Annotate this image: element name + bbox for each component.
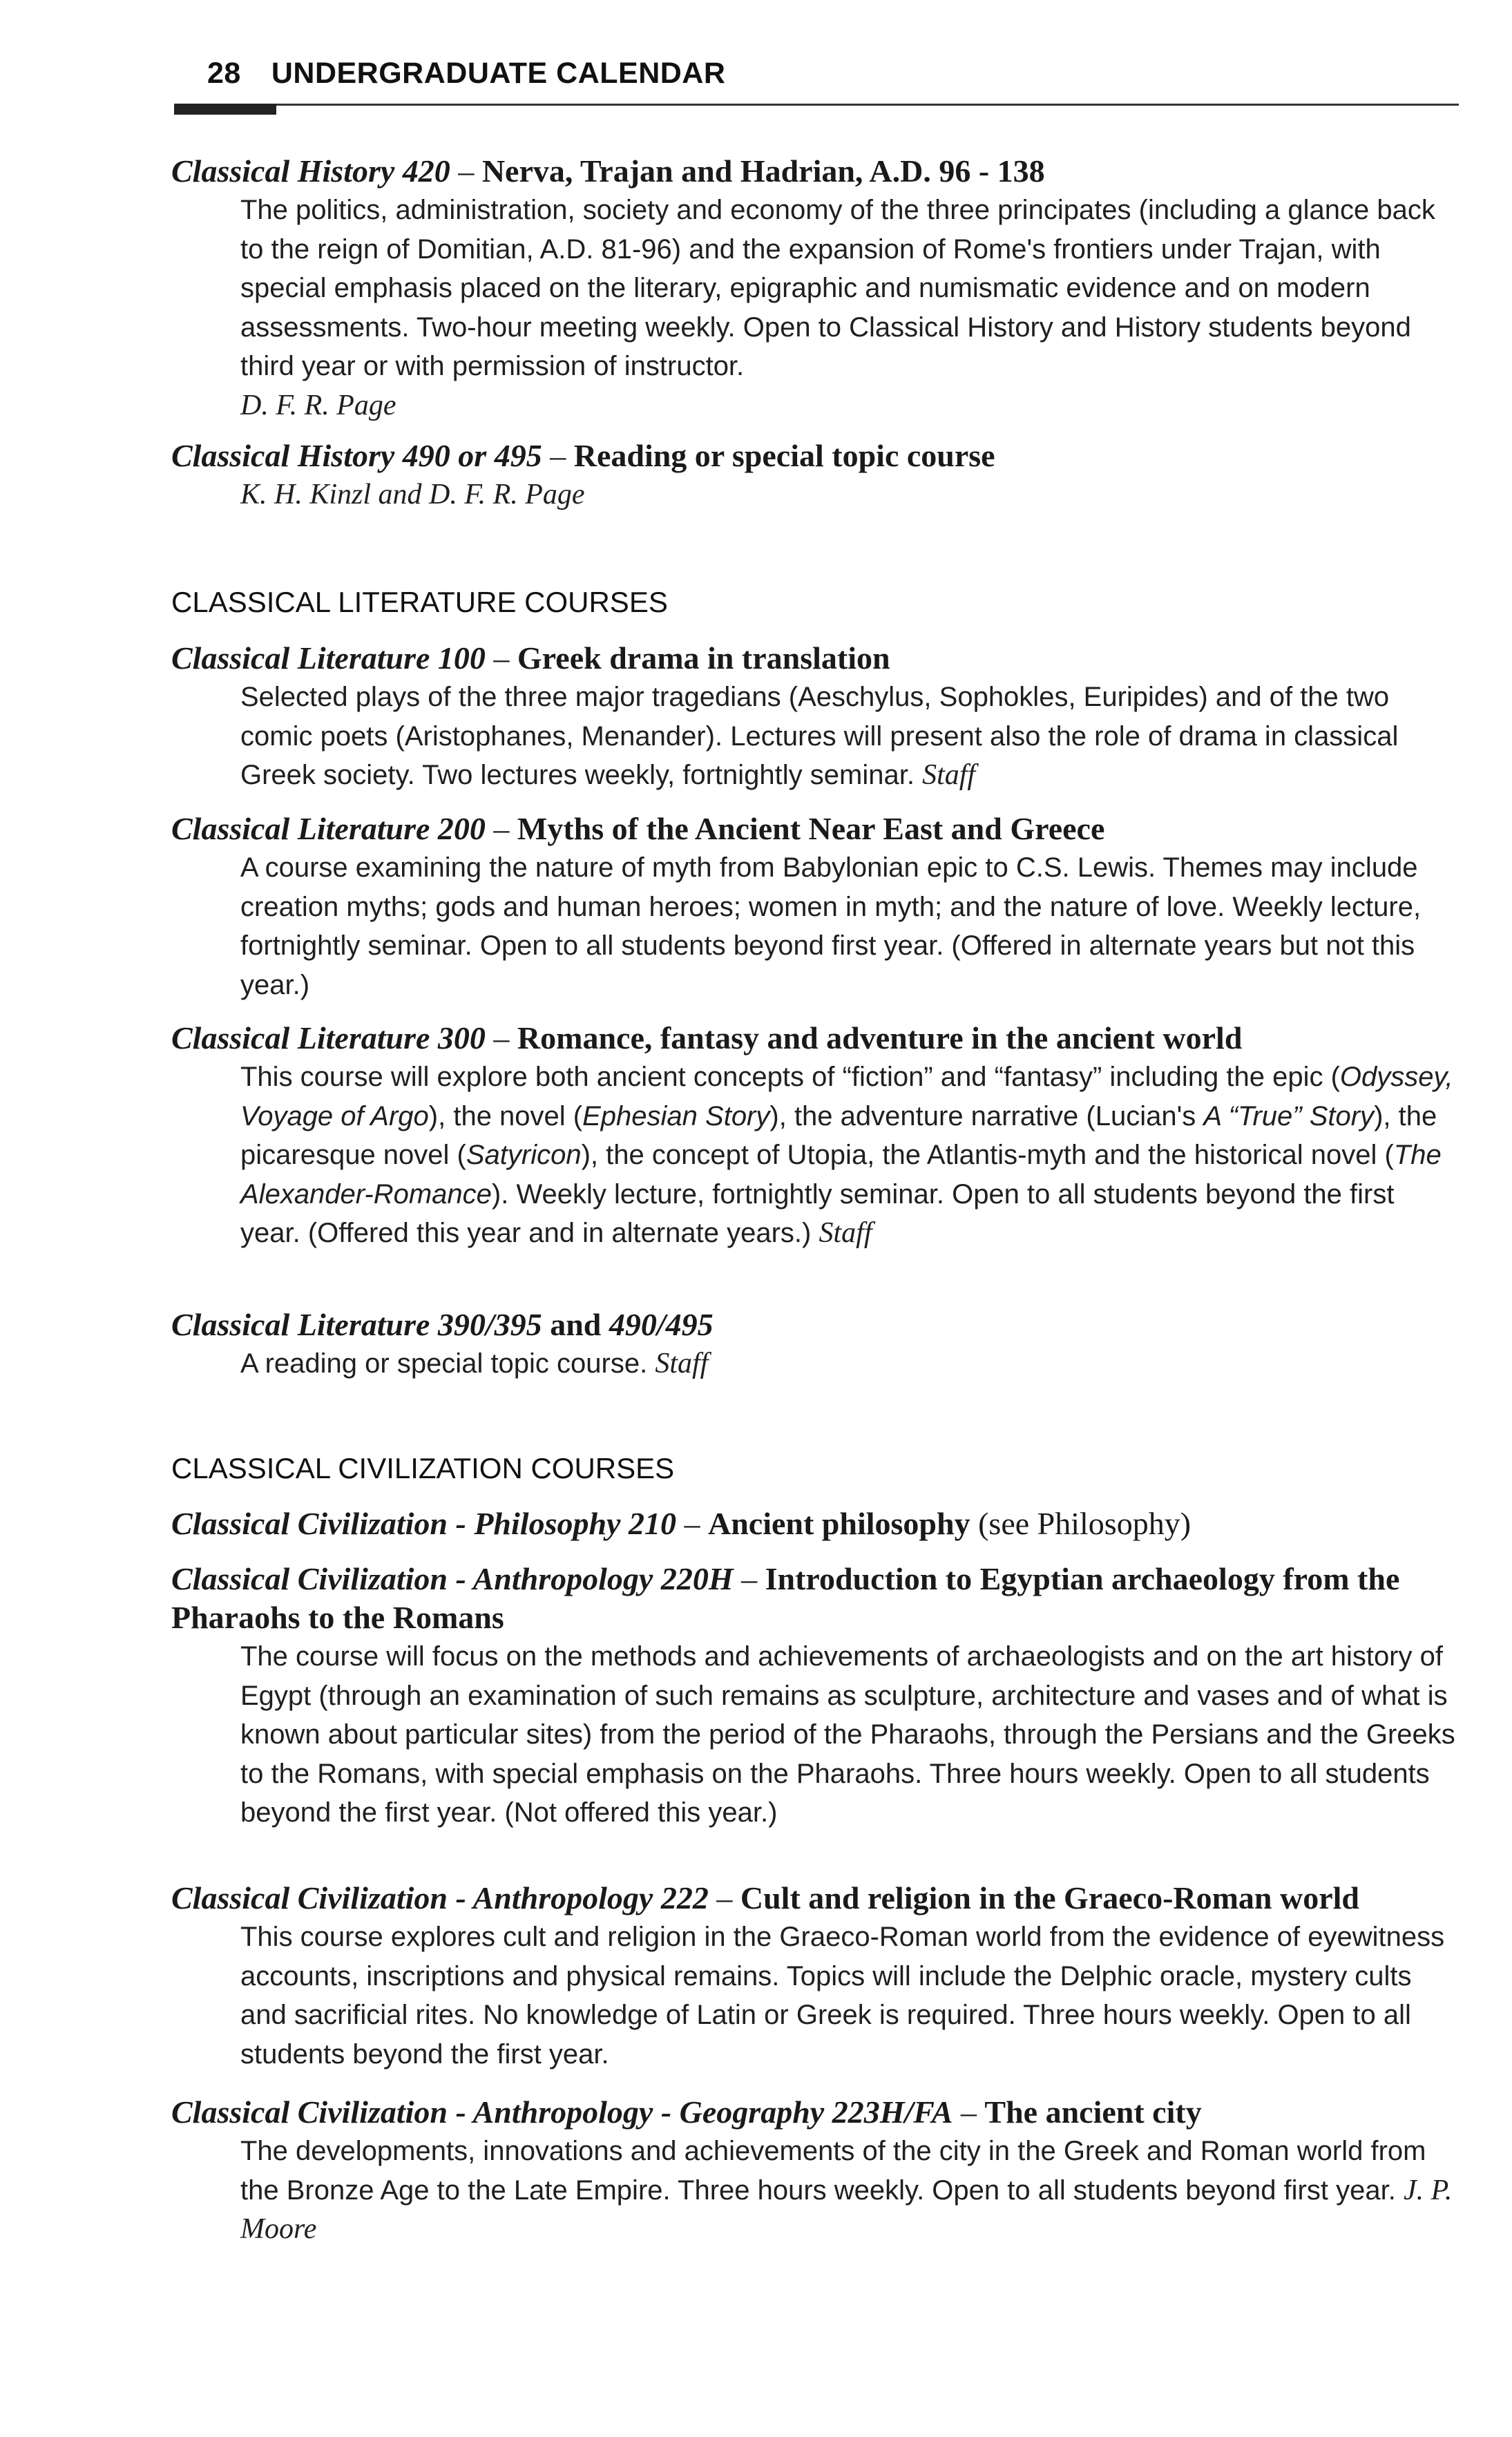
course-code: Classical Literature 200 <box>171 811 486 846</box>
course-code: Classical Civilization - Philosophy 210 <box>171 1506 676 1541</box>
course-entry <box>171 437 1456 515</box>
instructor: Staff <box>655 1348 709 1379</box>
course-title: Ancient philosophy <box>707 1506 970 1541</box>
page-number: 28 <box>207 57 241 90</box>
course-title: Cult and religion in the Graeco-Roman world <box>740 1880 1360 1915</box>
course-title: Myths of the Ancient Near East and Greece <box>517 811 1105 846</box>
course-code: Classical Civilization - Anthropology - Geography 223H/FA <box>171 2094 953 2130</box>
course-code: Classical History 490 or 495 <box>171 438 542 473</box>
section-heading: CLASSICAL LITERATURE COURSES <box>171 586 668 618</box>
course-entry <box>171 1879 1456 2074</box>
course-heading: Classical Literature 100 – Greek drama in translation <box>171 640 890 676</box>
course-description: A reading or special topic course. Staff <box>240 1348 709 1379</box>
course-entry <box>171 1560 1456 1833</box>
course-description: The politics, administration, society and economy of the three principates (including a glance back to the reign of Domitian, A.D. 81-96) and the expansion of Rome's frontiers under Trajan, with special emphasis placed on the literary, epigraphic and numismatic evidence and on modern assessments. Two-hour meeting weekly. Open to Classical History and History students beyond third year or with permission of instructor. D. F. R. Page <box>240 195 1435 421</box>
course-description: This course will explore both ancient concepts of “fiction” and “fantasy” including the epic (Odyssey, Voyage of Argo), the novel (Ephesian Story), the adventure narrative (Lucian's A “True” Story), the picaresque novel (Satyricon), the concept of Utopia, the Atlantis-myth and the historical novel (The Alexander-Romance). Weekly lecture, fortnightly seminar. Open to all students beyond the first year. (Offered this year and in alternate years.) Staff <box>240 1062 1453 1249</box>
course-description: The developments, innovations and achievements of the city in the Greek and Roman world from the Bronze Age to the Late Empire. Three hours weekly. Open to all students beyond first year. J. P. Moore <box>240 2136 1453 2245</box>
course-code: Classical Literature 300 <box>171 1020 486 1055</box>
course-heading: Classical Civilization - Anthropology - Geography 223H/FA – The ancient city <box>171 2094 1202 2130</box>
instructor: D. F. R. Page <box>240 389 396 421</box>
running-title: UNDERGRADUATE CALENDAR <box>271 57 726 90</box>
course-heading: Classical History 420 – Nerva, Trajan and Hadrian, A.D. 96 - 138 <box>171 153 1045 189</box>
course-title: Romance, fantasy and adventure in the ancient world <box>517 1020 1243 1055</box>
course-heading: Classical Literature 390/395 and 490/495 <box>171 1307 714 1342</box>
instructor: K. H. Kinzl and D. F. R. Page <box>240 479 585 510</box>
course-heading: Classical History 490 or 495 – Reading or special topic course <box>171 438 995 473</box>
course-title: Reading or special topic course <box>573 438 995 473</box>
course-entry <box>171 810 1456 1004</box>
course-heading: Classical Literature 200 – Myths of the Ancient Near East and Greece <box>171 811 1105 846</box>
course-code: Classical History 420 <box>171 153 450 189</box>
section-heading: CLASSICAL CIVILIZATION COURSES <box>171 1452 675 1484</box>
course-description <box>240 475 1456 515</box>
course-heading: Classical Civilization - Anthropology 222 – Cult and religion in the Graeco-Roman world <box>171 1880 1360 1915</box>
course-description: A course examining the nature of myth from Babylonian epic to C.S. Lewis. Themes may include creation myths; gods and human heroes; women in myth; and the nature of love. Weekly lecture, fortnightly seminar. Open to all students beyond first year. (Offered in alternate years but not this year.) <box>240 852 1422 1000</box>
course-note: (see Philosophy) <box>978 1506 1192 1541</box>
course-code: Classical Literature 100 <box>171 640 486 676</box>
course-entry <box>171 2093 1456 2249</box>
course-title: Nerva, Trajan and Hadrian, A.D. 96 - 138 <box>481 153 1045 189</box>
course-title: Greek drama in translation <box>517 640 890 676</box>
course-heading: Classical Literature 300 – Romance, fantasy and adventure in the ancient world <box>171 1020 1243 1055</box>
course-code: Classical Civilization - Anthropology 220H <box>171 1561 734 1596</box>
header-rule-accent <box>174 104 276 115</box>
course-code: Classical Civilization - Anthropology 222 <box>171 1880 709 1915</box>
course-description: Selected plays of the three major tragedians (Aeschylus, Sophokles, Euripides) and of the two comic poets (Aristophanes, Menander). Lectures will present also the role of drama in classical Greek society. Two lectures weekly, fortnightly seminar. Staff <box>240 682 1399 791</box>
course-entry <box>171 1306 1456 1384</box>
course-entry <box>171 639 1456 795</box>
course-description: The course will focus on the methods and achievements of archaeologists and on the art history of Egypt (through an examination of such remains as sculpture, architecture and vases and of what is known about particular sites) from the period of the Pharaohs, through the Persians and the Greeks to the Romans, with special emphasis on the Pharaohs. Three hours weekly. Open to all students beyond the first year. (Not offered this year.) <box>240 1641 1455 1828</box>
course-code: Classical Literature 390/395 <box>171 1307 542 1342</box>
page-header <box>207 57 725 90</box>
course-description: This course explores cult and religion in the Graeco-Roman world from the evidence of eyewitness accounts, inscriptions and physical remains. Topics will include the Delphic oracle, mystery cults and sacrificial rites. No knowledge of Latin or Greek is required. Three hours weekly. Open to all students beyond the first year. <box>240 1922 1445 2070</box>
course-title: Introduction to Egyptian archaeology from the Pharaohs to the Romans <box>171 1561 1400 1635</box>
header-rule <box>174 104 1459 106</box>
instructor: J. P. Moore <box>240 2174 1453 2245</box>
course-title: The ancient city <box>984 2094 1202 2130</box>
course-entry <box>171 152 1456 425</box>
course-heading: Classical Civilization - Anthropology 220H – Introduction to Egyptian archaeology from the Pharaohs to the Romans <box>171 1561 1400 1635</box>
course-entry <box>171 1019 1456 1253</box>
course-heading: Classical Civilization - Philosophy 210 – Ancient philosophy (see Philosophy) <box>171 1506 1192 1541</box>
instructor: Staff <box>922 759 976 791</box>
instructor: Staff <box>819 1217 872 1249</box>
course-entry <box>171 1504 1456 1543</box>
